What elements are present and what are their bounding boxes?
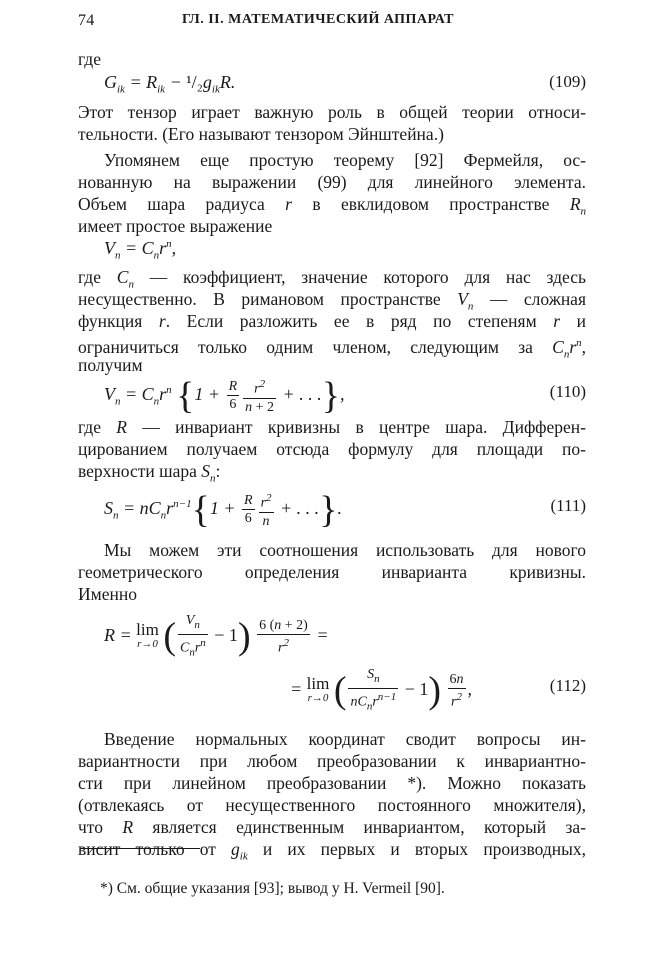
paragraph-cn-3: функция r. Если разложить ее в ряд по степеням r и xyxy=(78,311,586,331)
paragraph-cn-2: несущественно. В римановом пространстве $V_n$ — сложная xyxy=(78,289,587,313)
text-fragment: что xyxy=(78,817,103,837)
text-fragment: — инвариант кривизны в центре шара. Дифферен- xyxy=(142,417,587,437)
paragraph-r-2: цированием получаем отсюда формулу для площади по- xyxy=(78,439,586,459)
footnote-rule xyxy=(80,848,200,849)
equation-number-112: (112) xyxy=(549,676,586,695)
equation-111 xyxy=(104,482,586,531)
equation-vn-simple: $V_n = C_nr^n$, xyxy=(104,238,177,262)
page-header xyxy=(78,12,586,36)
text-fragment: функция xyxy=(78,311,143,331)
text-fragment: в евклидовом пространстве xyxy=(312,194,550,214)
equation-112-line2 xyxy=(104,662,586,712)
paragraph-cn-4: ограничиться только одним членом, следующим за $C_nr^n$, xyxy=(78,336,586,361)
text-fragment: верхности шара xyxy=(78,461,197,481)
equation-number-109: (109) xyxy=(549,72,586,91)
equation-109 xyxy=(104,72,586,96)
text-fragment: — сложная xyxy=(489,289,587,309)
equation-112-line1-body: R = lim r→0 ( $\frac{V_n}{C_nr^n}$ − 1) $\frac{6 (n + 2)}{r^2}$ = xyxy=(104,613,329,659)
text-fragment: Объем шара радиуса xyxy=(78,194,265,214)
equation-112-line1 xyxy=(104,608,586,658)
footnote: *) См. общие указания [93]; вывод у H. Vermeil [90]. xyxy=(100,880,445,897)
paragraph-normal-coords-4: (отвлекаясь от несущественного постоянного множителя), xyxy=(78,795,586,815)
text-fragment: где xyxy=(78,267,101,287)
equation-110 xyxy=(104,368,586,417)
paragraph-new-def-2: геометрического определения инварианта кривизны. xyxy=(78,562,586,582)
text-fragment: является единственным инвариантом, который за- xyxy=(152,817,587,837)
equation-111-body: $S_n = nC_nr^{n-1}\{1$ + $\frac{R}{6}$ $\frac{r^2}{n}$ + . . .}. xyxy=(104,488,342,531)
paragraph-r-1: где R — инвариант кривизны в центре шара. Дифферен- xyxy=(78,417,587,437)
text-fragment: . Если разложить ее в ряд по степеням xyxy=(165,311,537,331)
equation-112-line2-body: = lim r→0 ( $\frac{S_n}{nC_nr^{n-1}}$ − 1) $\frac{6n}{r^2}$ , xyxy=(290,667,473,713)
paragraph-fermeil-1: Упомянем еще простую теорему [92] Фермейля, ос- xyxy=(104,150,586,170)
paragraph-fermeil-2: нованную на выражении (99) для линейного элемента. xyxy=(78,172,586,192)
text-fragment: и xyxy=(576,311,586,331)
paragraph-einstein-1: Этот тензор играет важную роль в общей теории относи- xyxy=(78,102,586,122)
paragraph-einstein-2: тельности. (Его называют тензором Эйнштейна.) xyxy=(78,124,444,144)
equation-110-body: $V_n = C_nr^n$ {1 + $\frac{R}{6}$ $\frac{r^2}{n + 2}$ + . . .}, xyxy=(104,374,345,417)
text-fragment: — коэффициент, значение которого для нас здесь xyxy=(149,267,586,287)
paragraph-cn-1: где $C_n$ — коэффициент, значение которого для нас здесь xyxy=(78,267,586,291)
paragraph-fermeil-3: Объем шара радиуса r в евклидовом пространстве $R_n$ xyxy=(78,194,587,218)
equation-109-body: $G_{ik} = R_{ik} - ^1/_2g_{ik}R$. xyxy=(104,72,236,96)
text-fragment: и их первых и вторых производных, xyxy=(262,839,586,859)
paragraph-normal-coords-3: сти при линейном преобразовании *). Можно показать xyxy=(78,773,586,793)
equation-number-110: (110) xyxy=(549,382,586,401)
text-fragment: несущественно. В римановом пространстве xyxy=(78,289,441,309)
text-fragment: висит только от xyxy=(78,839,216,859)
text-gde-1: где xyxy=(78,49,101,69)
page-number: 74 xyxy=(78,12,95,29)
paragraph-new-def-3: Именно xyxy=(78,584,137,604)
paragraph-fermeil-4: имеет простое выражение xyxy=(78,216,273,236)
paragraph-normal-coords-6: висит только от $g_{ik}$ и их первых и вторых производных, xyxy=(78,839,586,863)
paragraph-r-3: верхности шара $S_n$: xyxy=(78,461,221,485)
text-fragment: ограничиться только одним членом, следующим за xyxy=(78,336,533,357)
paragraph-normal-coords-5: что R является единственным инвариантом, который за- xyxy=(78,817,587,837)
paragraph-normal-coords-1: Введение нормальных координат сводит вопросы ин- xyxy=(104,729,586,749)
paragraph-normal-coords-2: вариантности при любом преобразовании к инвариантно- xyxy=(78,751,586,771)
paragraph-new-def-1: Мы можем эти соотношения использовать для нового xyxy=(104,540,586,560)
equation-number-111: (111) xyxy=(550,496,586,515)
paragraph-cn-5: получим xyxy=(78,355,143,375)
text-fragment: где xyxy=(78,417,101,437)
running-title: ГЛ. II. МАТЕМАТИЧЕСКИЙ АППАРАТ xyxy=(182,12,454,27)
